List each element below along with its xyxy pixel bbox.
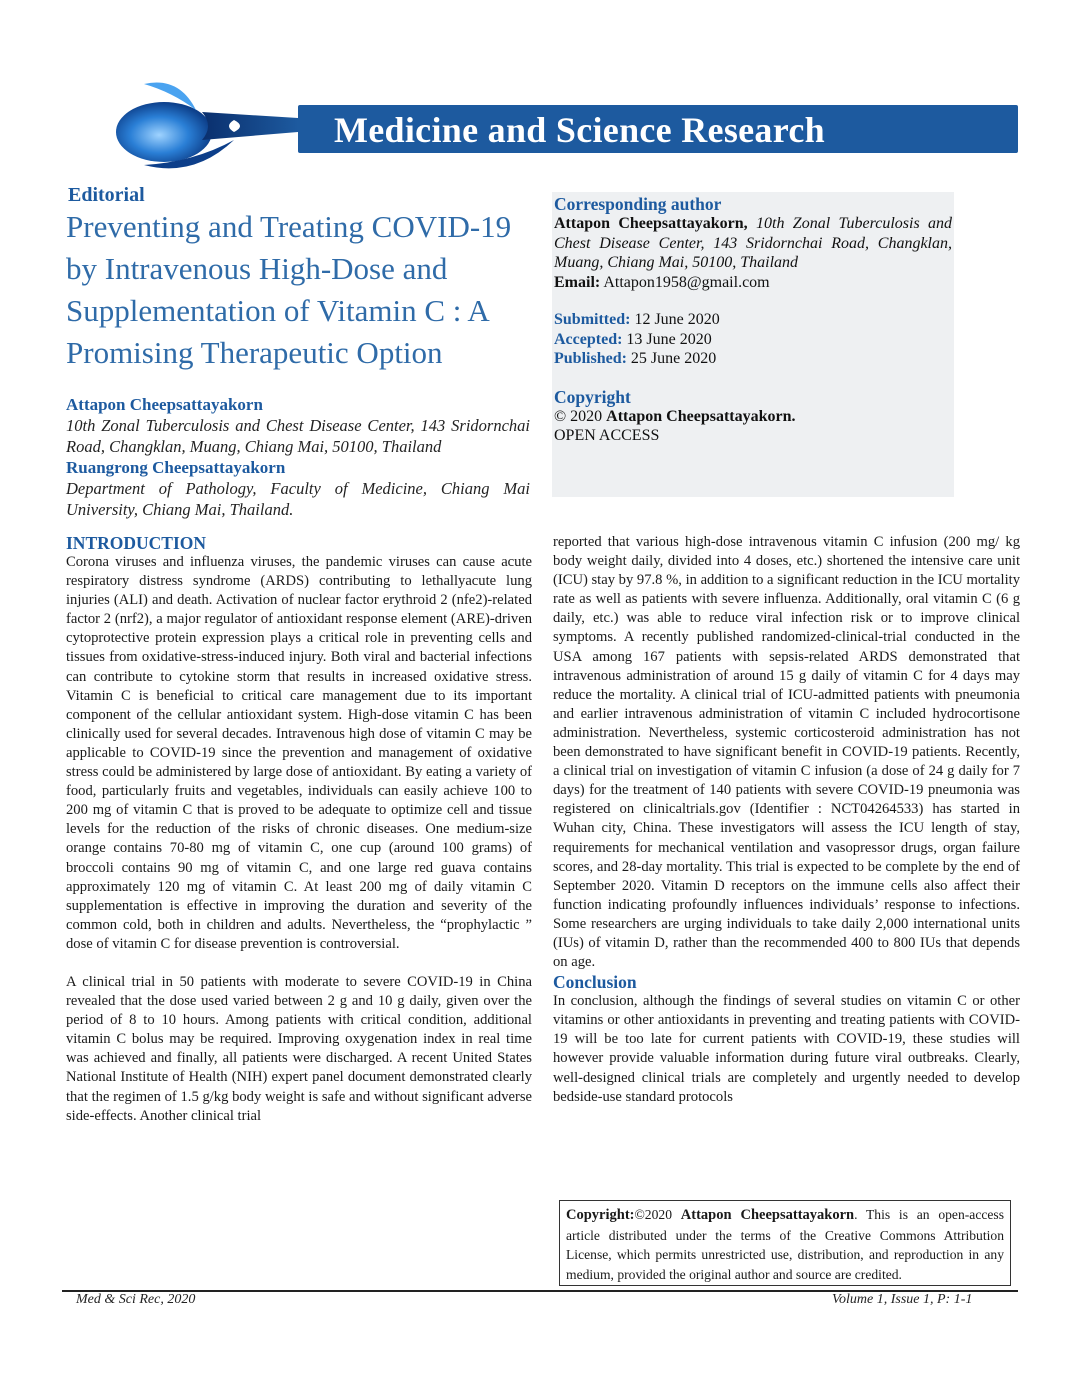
license-box <box>559 1200 1011 1286</box>
journal-logo-icon <box>84 70 300 180</box>
published-date: 25 June 2020 <box>630 350 717 367</box>
copyright-line <box>554 407 952 427</box>
corresponding-address: 10th Zonal Tuberculosis and Chest Disease Center, 143 Sridornchai Road, Changklan, Muang, Chiang Mai, 50100, Thailand <box>554 215 953 271</box>
accepted-date: 13 June 2020 <box>626 330 712 348</box>
accepted-label: Accepted: <box>554 330 623 348</box>
corresponding-heading: Corresponding author <box>554 194 722 214</box>
author-affiliation: 10th Zonal Tuberculosis and Chest Disease Center, 143 Sridornchai Road, Changklan, Muang, Chiang Mai, 50100, Thailand <box>66 416 530 456</box>
copyright-prefix: © 2020 <box>554 407 603 425</box>
footer-volume-info: Volume 1, Issue 1, P: 1-1 <box>832 1292 973 1307</box>
email-label: Email: <box>554 273 601 291</box>
article-type: Editorial <box>68 184 145 206</box>
submitted-line <box>554 310 952 330</box>
open-access-label: OPEN ACCESS <box>554 427 660 444</box>
conclusion-heading: Conclusion <box>553 972 637 993</box>
body-right-column <box>553 533 1020 1107</box>
body-paragraph: Corona viruses and influenza viruses, the pandemic viruses can cause acute respiratory distress syndrome (ARDS) contributing to lethallyacute lung injuries (ALI) and death. Activation of nuclear factor erythroid 2 (nfe2)-related factor 2 (nrf2), a major regulator of antioxidant response element (ARE)-driven cytoprotective protein expression plays a critical role in preventing cells and tissues from oxidative-stress-induced injury. Both viral and bacterial infections can contribute to cytokine storm that results in increased oxidative stress. Vitamin C is beneficial to critical care management due to its important component of the cellular antioxidant system. High-dose vitamin C has been clinically used for several decades. Intravenous high dose of vitamin C may be applicable to COVID-19 since the prevention and management of oxidative stress could be administered by large dose of antioxidant. By eating a variety of food, particularly fruits and vegetables, individuals can easily achieve 100 to 200 mg of vitamin C that is proved to be adequate to optimize cell and tissue levels for the reduction of the risks of chronic diseases. One medium-size orange contains 70-80 mg of vitamin C, one cup (around 100 grams) of broccoli contains 90 mg of vitamin C, and one large red guava contains approximately 120 mg of vitamin C. At least 200 mg of daily vitamin C supplementation is effective in improving the duration and severity of the common cold, both in children and adults. Nevertheless, the “prophylactic ” dose of vitamin C for disease prevention is controversial. <box>66 554 532 952</box>
body-paragraph: reported that various high-dose intravenous vitamin C infusion (200 mg/ kg body weight daily, divided into 4 doses, etc.) shortened the intensive care unit (ICU) stay by 97.8 %, in addition to a significant reduction in the ICU mortality rate as well as patients with severe influenza. Additionally, oral vitamin C (6 g daily, etc.) was able to reduce viral infection risk or to improve clinical symptoms. A recently published randomized-clinical-trial conducted in the USA among 167 patients with sepsis-related ARDS demonstrated that intravenous administration of around 15 g daily of vitamin C for 4 days may reduce the mortality. A clinical trial of ICU-admitted patients with pneumonia and earlier intravenous administration of vitamin C included hydrocortisone administration. Nevertheless, systemic corticosteroid administration has not been demonstrated to have significant benefit in COVID-19 patients. Recently, a clinical trial on investigation of vitamin C infusion (a dose of 24 g daily for 7 days) for the treatment of 140 patients with severe COVID-19 pneumonia was registered on clinicaltrials.gov (Identifier : NCT04264533) has started in Wuhan city, China. These investigators will assess the ICU length of stay, requirements for mechanical ventilation and vasopressor drugs, organ failure scores, and 28-day mortality. This trial is expected to be complete by the end of September 2020. Vitamin D receptors on the immune cells also affect their function indicating profoundly influences individuals’ response to infections. Some researchers are urging individuals to take daily 2,000 international units (IUs) of vitamin D, rather than the recommended 400 to 800 IUs that depends on age. <box>553 534 1020 971</box>
body-paragraph: In conclusion, although the findings of several studies on vitamin C or other vitamins or other antioxidants in preventing and treating patients with COVID-19 will be too late for current patients with COVID-19, these studies will however provide valuable information during future viral outbreaks. Clearly, well-designed clinical trials are completely and urgently needed to develop bedside-use standard protocols <box>553 993 1020 1105</box>
introduction-heading: INTRODUCTION <box>66 533 207 553</box>
published-line <box>554 349 952 369</box>
email-line <box>554 273 952 293</box>
email-value[interactable]: Attapon1958@gmail.com <box>603 273 770 291</box>
copyright-holder: Attapon Cheepsattayakorn. <box>606 407 796 425</box>
published-label: Published: <box>554 350 627 367</box>
journal-banner <box>298 105 1018 153</box>
author-affiliation: Department of Pathology, Faculty of Medicine, Chiang Mai University, Chiang Mai, Thailand. <box>66 479 530 519</box>
author-list <box>66 394 530 520</box>
license-holder: Attapon Cheepsattayakorn <box>680 1207 855 1223</box>
license-year: ©2020 <box>634 1207 672 1222</box>
article-info-box <box>552 192 954 497</box>
body-left-column <box>66 533 532 1126</box>
footer-journal-citation: Med & Sci Rec, 2020 <box>76 1292 196 1307</box>
article-title: Preventing and Treating COVID-19 by Intravenous High-Dose and Supplementation of Vitamin C : A Promising Therapeutic Option <box>66 209 512 370</box>
author-name: Ruangrong Cheepsattayakorn <box>66 458 286 477</box>
copyright-heading: Copyright <box>554 386 631 407</box>
body-paragraph: A clinical trial in 50 patients with moderate to severe COVID-19 in China revealed that the dose used varied between 2 g and 10 g daily, given over the period of 8 to 10 hours. Among patients with critical condition, additional vitamin C bolus may be required. Improving oxygenation index in real time was achieved and finally, all patients were discharged. A recent United States National Institute of Health (NIH) expert panel document demonstrated clearly that the regimen of 1.5 g/kg body weight is safe and without significant adverse side-effects. Another clinical trial <box>66 973 532 1124</box>
author-name: Attapon Cheepsattayakorn <box>66 395 263 414</box>
corresponding-name: Attapon Cheepsattayakorn, <box>554 215 748 232</box>
license-text: . This is an open-access article distributed under the terms of the Creative Commons Attribution License, which permits unrestricted use, distribution, and reproduction in any medium, provided the original author and source are credited. <box>566 1207 1004 1282</box>
journal-title: Medicine and Science Research <box>334 110 825 150</box>
accepted-line <box>554 330 952 350</box>
corresponding-details <box>554 214 952 273</box>
submitted-date: 12 June 2020 <box>634 311 720 328</box>
license-label: Copyright: <box>566 1207 635 1223</box>
submitted-label: Submitted: <box>554 311 631 328</box>
